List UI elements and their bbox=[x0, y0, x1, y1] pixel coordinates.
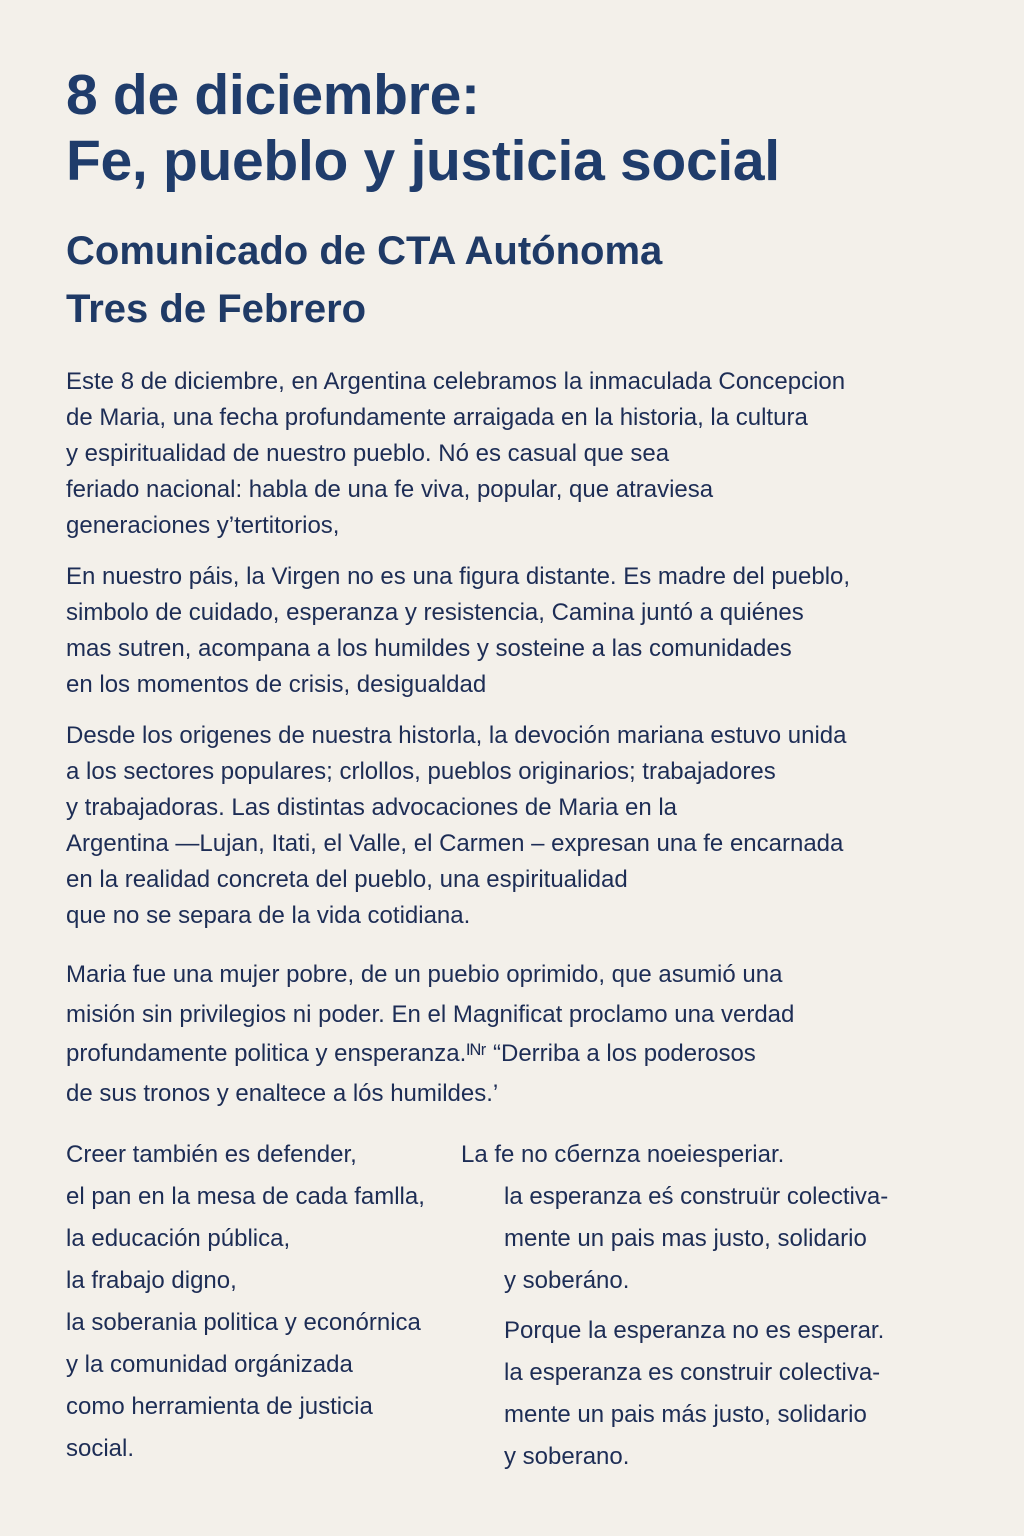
text-line: y espiritualidad de nuestro pueblo. Nó es casual que sea bbox=[66, 440, 670, 467]
right-column-heading: La fe no cбernza noeiesperiar. bbox=[461, 1141, 785, 1168]
paragraph-3 bbox=[66, 718, 846, 934]
text-line: y soberano. bbox=[504, 1443, 630, 1470]
text-line: Desde los origenes de nuestra historla, la devoción mariana estuvo unida bbox=[66, 722, 847, 749]
text-line: profundamente politica y ensperanza.ᴵᴺʳ “Derriba a los poderosos bbox=[66, 1040, 756, 1067]
text-line: Maria fue una mujer pobre, de un puebio oprimido, que asumió una bbox=[66, 961, 783, 988]
text-line: la esperanza es construir colectiva- bbox=[504, 1359, 881, 1386]
text-line: el pan en la mesa de cada famlla, bbox=[66, 1183, 425, 1210]
text-line: a los sectores populares; crlollos, pueblos originarios; trabajadores bbox=[66, 758, 776, 785]
text-line: de sus tronos y enaltece a lós humildes.’ bbox=[66, 1079, 499, 1107]
right-column bbox=[504, 1176, 888, 1302]
text-line: generaciones y’tertitorios, bbox=[66, 512, 340, 539]
right-column-2 bbox=[504, 1310, 884, 1478]
subtitle-line: Comunicado de CTA Autónoma bbox=[66, 229, 663, 273]
text-line: la frabajo digno, bbox=[66, 1267, 237, 1294]
text-line: social. bbox=[66, 1435, 135, 1462]
paragraph-2 bbox=[66, 559, 850, 703]
text-line: y la comunidad orgánizada bbox=[66, 1351, 353, 1378]
paragraph-1 bbox=[66, 364, 845, 544]
text-line: misión sin privilegios ni poder. En el Magnificat proclamo una verdad bbox=[66, 1000, 795, 1028]
text-line: Porque la esperanza no es esperar. bbox=[504, 1317, 885, 1344]
text-line: feriado nacional: habla de una fe viva, popular, que atraviesa bbox=[66, 476, 714, 503]
text-line: Este 8 de diciembre, en Argentina celebramos la inmaculada Concepcion bbox=[66, 368, 846, 395]
title-line: 8 de diciembre: bbox=[66, 63, 480, 127]
text-line: de Maria, una fecha profundamente arraigada en la historia, la cultura bbox=[66, 404, 808, 431]
text-line: en los momentos de crisis, desigualdad bbox=[66, 671, 487, 698]
text-line: la soberania politica y econórnica bbox=[66, 1309, 421, 1336]
paragraph-4 bbox=[66, 955, 794, 1113]
text-line: En nuestro páis, la Virgen no es una figura distante. Es madre del pueblo, bbox=[66, 563, 851, 590]
text-line: mente un pais mas justo, solidario bbox=[504, 1225, 867, 1252]
text-line: mente un pais más justo, solidario bbox=[504, 1401, 867, 1428]
text-line: y trabajadoras. Las distintas advocaciones de Maria en la bbox=[66, 794, 678, 821]
text-line: como herramienta de justicia bbox=[66, 1393, 373, 1420]
text-line: en la realidad concreta del pueblo, una espiritualidad bbox=[66, 866, 628, 893]
text-line: Argentina —Lujan, Itati, el Valle, el Carmen – expresan una fe encarnada bbox=[66, 830, 844, 857]
left-column bbox=[66, 1134, 425, 1470]
page-subtitle bbox=[66, 222, 662, 338]
subtitle-line: Tres de Febrero bbox=[66, 287, 367, 331]
text-line: simbolo de cuidado, esperanza y resistencia, Camina juntó a quiénes bbox=[66, 599, 804, 626]
text-line: la educación pública, bbox=[66, 1225, 291, 1252]
text-line: Creer también es defender, bbox=[66, 1141, 357, 1168]
text-line: y soberáno. bbox=[504, 1267, 630, 1294]
page-title bbox=[66, 62, 780, 194]
text-line: la esperanza eś construür colectiva- bbox=[504, 1183, 889, 1210]
text-line: mas sutren, acompana a los humildes y sosteine a las comunidades bbox=[66, 635, 792, 662]
title-line: Fe, pueblo y justicia social bbox=[66, 129, 780, 193]
text-line: que no se separa de la vida cotidiana. bbox=[66, 902, 471, 929]
